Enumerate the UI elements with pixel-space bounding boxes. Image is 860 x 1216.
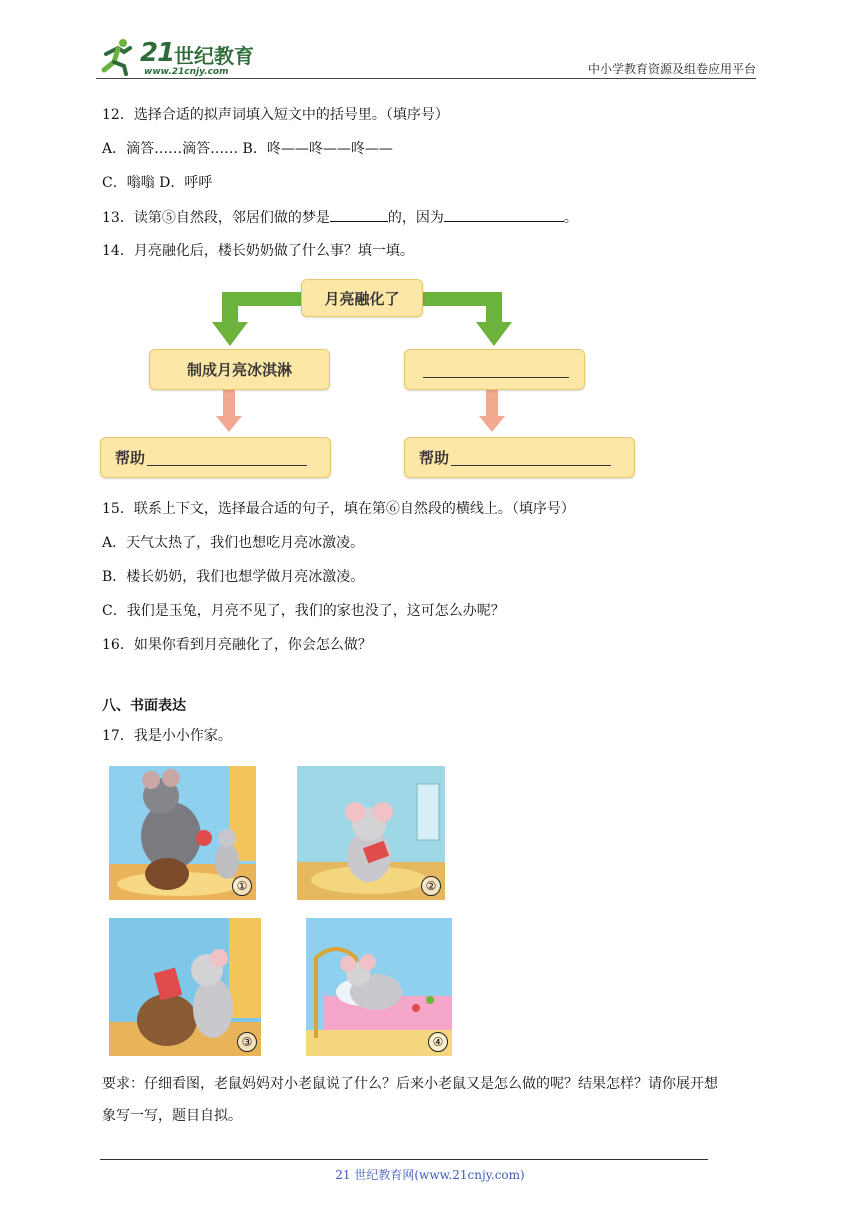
footer-divider bbox=[100, 1159, 708, 1160]
question-13-part2: 的，因为 bbox=[387, 210, 444, 226]
picture-number-1: ① bbox=[232, 876, 252, 896]
diagram-top-box: 月亮融化了 bbox=[301, 279, 423, 317]
header-divider bbox=[96, 78, 756, 79]
logo-url: www.21cnjy.com bbox=[144, 67, 229, 77]
picture-number-4: ④ bbox=[428, 1032, 448, 1052]
answer-blank[interactable] bbox=[444, 207, 564, 222]
diagram-left-bottom-box bbox=[100, 437, 331, 478]
story-picture-4 bbox=[306, 918, 452, 1056]
story-picture-2 bbox=[297, 766, 445, 900]
pink-arrow-left-icon bbox=[216, 390, 242, 432]
question-15-option-c: C．我们是玉兔，月亮不见了，我们的家也没了，这可怎么办呢？ bbox=[102, 603, 505, 619]
question-16: 16．如果你看到月亮融化了，你会怎么做？ bbox=[102, 637, 372, 653]
diagram-right-middle-box bbox=[404, 349, 585, 390]
green-arrow-left-icon bbox=[212, 292, 302, 346]
answer-blank[interactable] bbox=[330, 207, 388, 222]
question-14: 14．月亮融化后，楼长奶奶做了什么事？填一填。 bbox=[102, 243, 414, 259]
answer-blank[interactable] bbox=[147, 449, 307, 466]
question-13 bbox=[102, 207, 578, 228]
question-13-part1: 13．读第⑤自然段，邻居们做的梦是 bbox=[102, 210, 330, 226]
story-picture-1 bbox=[109, 766, 256, 900]
requirement-line-1: 要求：仔细看图，老鼠妈妈对小老鼠说了什么？后来小老鼠又是怎么做的呢？结果怎样？请你展开想 bbox=[102, 1076, 718, 1092]
story-picture-3 bbox=[109, 918, 261, 1056]
platform-title: 中小学教育资源及组卷应用平台 bbox=[587, 62, 756, 76]
requirement-line-2: 象写一写，题目自拟。 bbox=[102, 1108, 242, 1124]
question-13-part3: 。 bbox=[563, 210, 578, 226]
question-15: 15．联系上下文，选择最合适的句子，填在第⑥自然段的横线上。（填序号） bbox=[102, 501, 575, 517]
question-15-option-a: A．天气太热了，我们也想吃月亮冰激凌。 bbox=[102, 535, 365, 551]
footer-link[interactable]: 21 世纪教育网(www.21cnjy.com) bbox=[335, 1168, 525, 1182]
section-title: 八、书面表达 bbox=[102, 698, 186, 714]
site-logo bbox=[96, 34, 266, 78]
question-15-option-b: B．楼长奶奶，我们也想学做月亮冰激凌。 bbox=[102, 569, 365, 585]
runner-icon bbox=[96, 36, 136, 76]
picture-number-2: ② bbox=[421, 876, 441, 896]
question-12-options-cd: C．嗡嗡 D．呼呼 bbox=[102, 175, 213, 191]
logo-number: 21 bbox=[140, 38, 175, 68]
question-12-options-ab: A．滴答……滴答…… B．咚——咚——咚—— bbox=[102, 141, 393, 157]
answer-blank[interactable] bbox=[451, 449, 611, 466]
help-label: 帮助 bbox=[115, 449, 146, 467]
logo-text: 世纪教育 bbox=[174, 44, 254, 68]
help-label: 帮助 bbox=[419, 449, 450, 467]
question-12: 12．选择合适的拟声词填入短文中的括号里。（填序号） bbox=[102, 107, 449, 123]
pink-arrow-right-icon bbox=[479, 390, 505, 432]
diagram-right-bottom-box bbox=[404, 437, 635, 478]
picture-number-3: ③ bbox=[237, 1032, 257, 1052]
answer-blank[interactable] bbox=[423, 361, 569, 378]
green-arrow-right-icon bbox=[422, 292, 512, 346]
question-17: 17．我是小小作家。 bbox=[102, 728, 232, 744]
diagram-left-middle-box: 制成月亮冰淇淋 bbox=[149, 349, 330, 390]
